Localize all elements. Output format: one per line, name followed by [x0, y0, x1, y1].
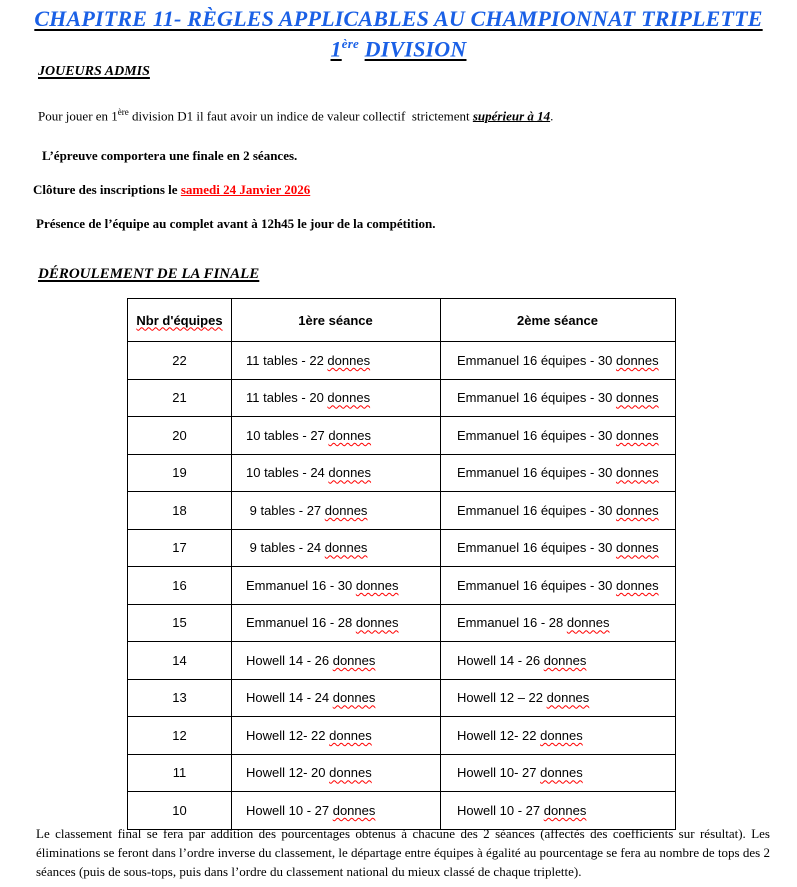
team-count-cell: 11: [128, 754, 232, 792]
header-seance-2: 2ème séance: [441, 299, 676, 342]
header-seance-1: 1ère séance: [232, 299, 441, 342]
table-row: [128, 342, 676, 380]
seance2-cell: Emmanuel 16 équipes - 30 donnes: [441, 417, 676, 455]
table-body: [128, 342, 676, 830]
seance1-cell: Howell 12- 20 donnes: [232, 754, 441, 792]
seance1-cell: Howell 10 - 27 donnes: [232, 792, 441, 830]
team-count-cell: 19: [128, 454, 232, 492]
division-word: DIVISION: [364, 36, 467, 62]
intro-emphasis: supérieur à 14: [472, 108, 551, 124]
cloture-paragraph: [33, 182, 310, 198]
cloture-prefix: Clôture des inscriptions le: [33, 182, 181, 197]
seance2-cell: Emmanuel 16 équipes - 30 donnes: [441, 454, 676, 492]
seance2-cell: Howell 12 – 22 donnes: [441, 679, 676, 717]
team-count-cell: 15: [128, 604, 232, 642]
division-number: 1: [330, 36, 342, 62]
seance2-cell: Emmanuel 16 équipes - 30 donnes: [441, 379, 676, 417]
cloture-date: samedi 24 Janvier 2026: [180, 182, 311, 197]
intro-mid: division D1 il faut avoir un indice de valeur collectif strictement: [128, 108, 473, 124]
team-count-cell: 13: [128, 679, 232, 717]
intro-post: .: [550, 108, 554, 124]
seance1-cell: 10 tables - 24 donnes: [232, 454, 441, 492]
header-nbr-equipes: Nbr d'équipes: [128, 299, 232, 342]
seance1-cell: Emmanuel 16 - 28 donnes: [232, 604, 441, 642]
seance2-cell: Emmanuel 16 équipes - 30 donnes: [441, 342, 676, 380]
seance2-cell: Howell 12- 22 donnes: [441, 717, 676, 755]
division-subtitle: [0, 36, 797, 62]
seance1-cell: 11 tables - 20 donnes: [232, 379, 441, 417]
table-row: [128, 642, 676, 680]
table-row: [128, 567, 676, 605]
table-row: [128, 754, 676, 792]
presence-paragraph: Présence de l’équipe au complet avant à 12h45 le jour de la compétition.: [36, 216, 436, 231]
table-row: [128, 604, 676, 642]
seance2-cell: Emmanuel 16 équipes - 30 donnes: [441, 567, 676, 605]
team-count-cell: 16: [128, 567, 232, 605]
seance2-cell: Emmanuel 16 équipes - 30 donnes: [441, 492, 676, 530]
seance1-cell: Howell 14 - 26 donnes: [232, 642, 441, 680]
intro-pre: Pour jouer en 1: [38, 108, 118, 124]
classement-footer-paragraph: Le classement final se fera par addition des pourcentages obtenus à chacune des 2 séances (affectés des coefficients sur résultat). Les éliminations se feront dans l’ordre inverse du classement, le départage entre équipes à égalité au pourcentage se fera au nombre de tops des 2 séances (puis de sous-tops, puis dans l’ordre du classement national du mieux classé de chaque triplette).: [36, 826, 770, 879]
table-row: [128, 679, 676, 717]
table-row: [128, 379, 676, 417]
team-count-cell: 18: [128, 492, 232, 530]
intro-ordinal-suffix: ère: [117, 107, 129, 117]
seance2-cell: Emmanuel 16 équipes - 30 donnes: [441, 529, 676, 567]
seance2-cell: Howell 10- 27 donnes: [441, 754, 676, 792]
team-count-cell: 21: [128, 379, 232, 417]
seance2-cell: Howell 10 - 27 donnes: [441, 792, 676, 830]
table-row: [128, 417, 676, 455]
schedule-table: [127, 298, 676, 830]
seance1-cell: Howell 14 - 24 donnes: [232, 679, 441, 717]
table-header-row: [128, 299, 676, 342]
seance2-cell: Emmanuel 16 - 28 donnes: [441, 604, 676, 642]
seance1-cell: 10 tables - 27 donnes: [232, 417, 441, 455]
team-count-cell: 17: [128, 529, 232, 567]
team-count-cell: 12: [128, 717, 232, 755]
team-count-cell: 14: [128, 642, 232, 680]
seance2-cell: Howell 14 - 26 donnes: [441, 642, 676, 680]
team-count-cell: 22: [128, 342, 232, 380]
epreuve-paragraph: L’épreuve comportera une finale en 2 séances.: [42, 148, 298, 163]
table-row: [128, 454, 676, 492]
intro-paragraph: [38, 107, 553, 124]
deroulement-heading: DÉROULEMENT DE LA FINALE: [38, 266, 260, 282]
seance1-cell: Howell 12- 22 donnes: [232, 717, 441, 755]
team-count-cell: 10: [128, 792, 232, 830]
division-ordinal-suffix: ère: [341, 36, 359, 51]
table-row: [128, 717, 676, 755]
chapter-title-text: CHAPITRE 11- RÈGLES APPLICABLES AU CHAMPIONNAT TRIPLETTE: [34, 6, 763, 31]
chapter-title: [0, 6, 797, 32]
table-row: [128, 492, 676, 530]
seance1-cell: 9 tables - 27 donnes: [232, 492, 441, 530]
joueurs-admis-heading: JOUEURS ADMIS: [38, 64, 150, 79]
seance1-cell: 11 tables - 22 donnes: [232, 342, 441, 380]
table-row: [128, 529, 676, 567]
seance1-cell: Emmanuel 16 - 30 donnes: [232, 567, 441, 605]
team-count-cell: 20: [128, 417, 232, 455]
seance1-cell: 9 tables - 24 donnes: [232, 529, 441, 567]
